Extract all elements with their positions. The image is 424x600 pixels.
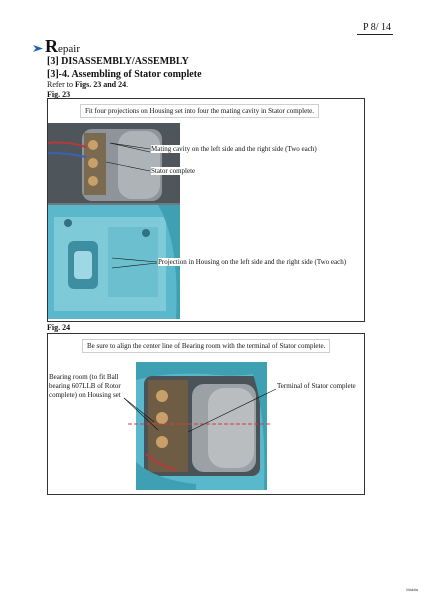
fig23-callout-projection: Projection in Housing on the left side and the right side (Two each) (158, 258, 347, 266)
fig23-label: Fig. 23 (47, 90, 71, 99)
fig24-label: Fig. 24 (47, 323, 71, 332)
section-title-line1: [3] DISASSEMBLY/ASSEMBLY (47, 56, 189, 67)
fig24-callout-bearing-room: Bearing room (to fit Ball bearing 607LLB of Rotor complete) on Housing set (49, 373, 121, 399)
fig23-caption: Fit four projections on Housing set into four the mating cavity in Stator complete. (80, 104, 319, 118)
fig23-callout-stator: Stator complete (151, 167, 196, 175)
page-number: P 8/ 14 (363, 22, 391, 33)
section-title-line2: [3]-4. Assembling of Stator complete (47, 69, 202, 80)
fig24-callout-terminal: Terminal of Stator complete (277, 382, 356, 390)
fig24-caption: Be sure to align the center line of Bearing room with the terminal of Stator complete. (82, 339, 330, 353)
footer-brand: Makita (406, 587, 418, 592)
refer-text: Refer to Figs. 23 and 24. (47, 80, 129, 89)
fig23-callout-mating-cavity: Mating cavity on the left side and the right side (Two each) (151, 145, 317, 153)
repair-title: Repair (45, 36, 80, 56)
